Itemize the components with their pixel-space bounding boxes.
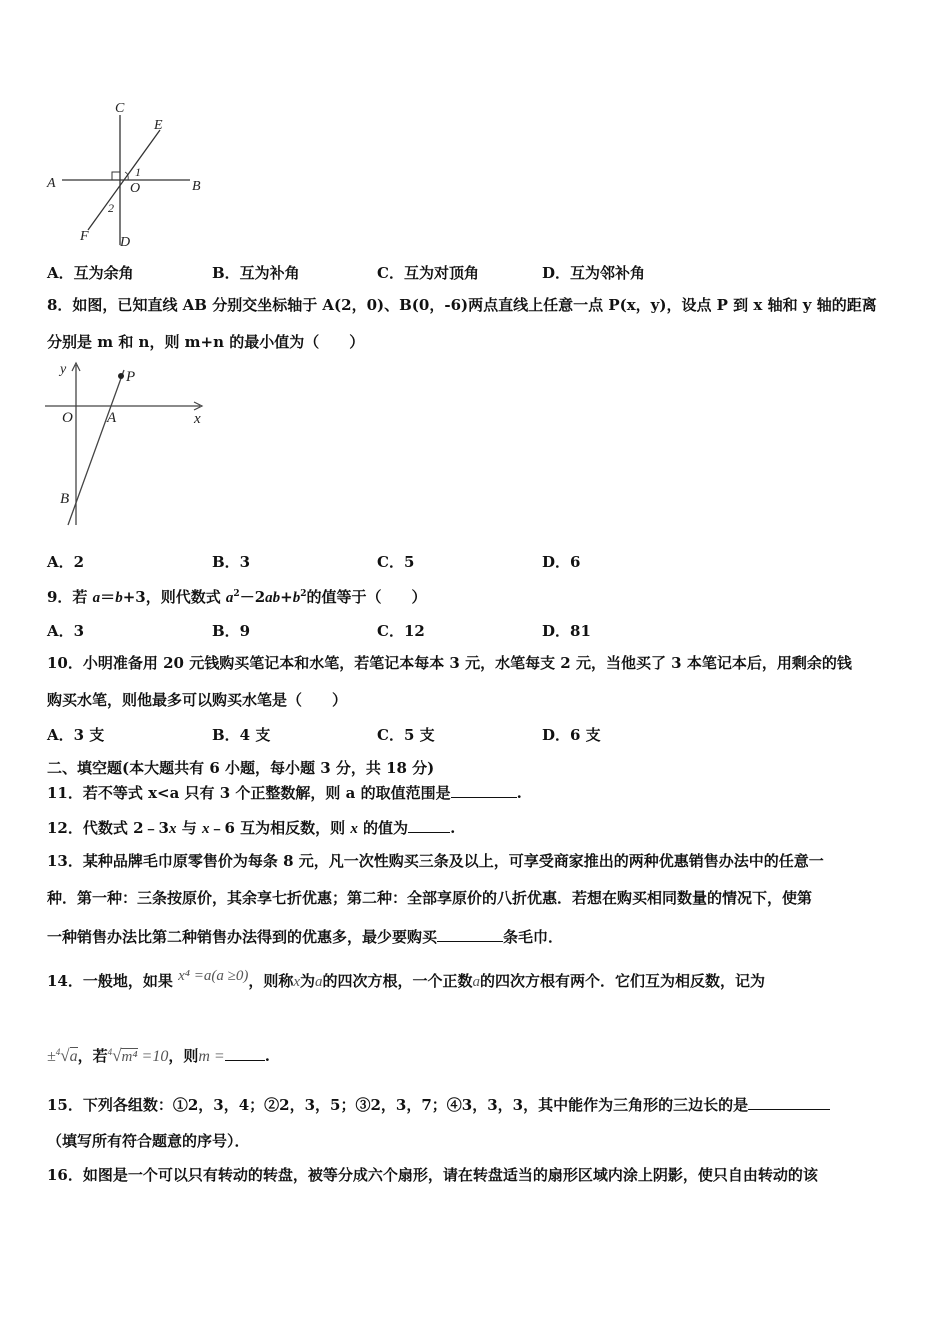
q13-line2: 种．第一种：三条按原价，其余享七折优惠；第二种：全部享原价的八折优惠．若想在购买相同数量的情况下，使第 bbox=[47, 889, 813, 907]
q11-question bbox=[47, 782, 522, 803]
label-1: 1 bbox=[135, 165, 141, 179]
q14-part-f: ，若 bbox=[77, 1047, 108, 1065]
q9-option-b: B．9 bbox=[212, 622, 251, 640]
section-title-fill-blank: 二、填空题(本大题共有 6 小题，每小题 3 分，共 18 分) bbox=[47, 759, 435, 777]
q9-var-b: b bbox=[115, 590, 123, 606]
q14-part-g: ，则 bbox=[168, 1047, 199, 1065]
q13-line3b: 条毛巾． bbox=[503, 928, 564, 946]
q9-option-c: C．12 bbox=[377, 622, 425, 640]
label-P: P bbox=[126, 369, 136, 385]
label-B: B bbox=[192, 179, 201, 194]
q14-radicand2: m⁴ bbox=[121, 1049, 138, 1065]
q9-exp1: 2 bbox=[233, 589, 240, 599]
q11-answer-blank[interactable] bbox=[451, 782, 517, 798]
q14-end: . bbox=[264, 1047, 270, 1065]
q12-part-a: 12．代数式 2﹣3 bbox=[47, 819, 169, 837]
q14-line2 bbox=[47, 1042, 270, 1067]
q14-part-b: ，则称 bbox=[248, 972, 294, 990]
q8-option-a: A．2 bbox=[47, 553, 85, 571]
label-x: x bbox=[194, 411, 201, 427]
q9-option-a: A．3 bbox=[47, 622, 85, 640]
q7-option-a: A．互为余角 bbox=[47, 264, 134, 282]
label-2: 2 bbox=[108, 201, 114, 215]
label-y: y bbox=[60, 362, 67, 377]
q11-end: . bbox=[516, 784, 522, 802]
q10-line1: 10．小明准备用 20 元钱购买笔记本和水笔，若笔记本每本 3 元，水笔每支 2 元，当他买了 3 本笔记本后，用剩余的钱 bbox=[47, 654, 852, 672]
q14-root-index2: 4 bbox=[107, 1047, 113, 1057]
q8-line2: 分别是 m 和 n，则 m+n 的最小值为（ ） bbox=[47, 333, 365, 351]
label-A: A bbox=[47, 176, 56, 191]
q9-eq: ＝ bbox=[100, 588, 116, 606]
q14-eq10: =10 bbox=[137, 1048, 169, 1065]
q12-x3: x bbox=[350, 821, 358, 837]
q9-mid: +3，则代数式 bbox=[122, 588, 226, 606]
label-E: E bbox=[154, 118, 163, 133]
q12-x2: x bbox=[201, 821, 210, 837]
q16-line1: 16．如图是一个可以只有转动的转盘，被等分成六个扇形，请在转盘适当的扇形区域内涂上阴影，使只自由转动的该 bbox=[47, 1166, 818, 1184]
label-C: C bbox=[115, 101, 125, 116]
radical-sign-icon: √ bbox=[60, 1046, 70, 1065]
q12-part-b: 与 bbox=[176, 819, 202, 837]
label-D: D bbox=[120, 235, 131, 250]
q7-option-d: D．互为邻补角 bbox=[542, 264, 646, 282]
q10-option-c: C．5 支 bbox=[377, 726, 435, 744]
q14-var-x: x bbox=[293, 974, 301, 990]
q15-line2: （填写所有符合题意的序号）． bbox=[47, 1132, 250, 1150]
q8-option-b: B．3 bbox=[212, 553, 251, 571]
q14-var-a2: a bbox=[472, 974, 481, 990]
q8-option-d: D．6 bbox=[542, 553, 581, 571]
q13-answer-blank[interactable] bbox=[437, 926, 503, 942]
q12-part-c: ﹣6 互为相反数，则 bbox=[209, 819, 351, 837]
right-angle-mark bbox=[112, 172, 120, 180]
q10-line2: 购买水笔，则他最多可以购买水笔是（ ） bbox=[47, 691, 348, 709]
q9-option-d: D．81 bbox=[542, 622, 591, 640]
q10-option-b: B．4 支 bbox=[212, 726, 271, 744]
q9-suffix: 的值等于（ ） bbox=[306, 588, 427, 606]
q12-part-d: 的值为 bbox=[357, 819, 409, 837]
q14-part-a: 14．一般地，如果 bbox=[47, 972, 173, 990]
q14-part-e: 的四次方根有两个．它们互为相反数，记为 bbox=[480, 972, 766, 990]
q9-term-a: a bbox=[225, 590, 234, 606]
q10-option-a: A．3 支 bbox=[47, 726, 105, 744]
q13-line1: 13．某种品牌毛巾原零售价为每条 8 元，凡一次性购买三条及以上，可享受商家推出的两种优惠销售办法中的任意一 bbox=[47, 852, 824, 870]
q15-text: 15．下列各组数：①2，3，4；②2，3，5；③2，3，7；④3，3，3，其中能作为三角形的三边长的是 bbox=[47, 1096, 749, 1114]
q9-var-a: a bbox=[92, 590, 101, 606]
q14-radicand: a bbox=[69, 1048, 78, 1065]
q14-var-a: a bbox=[315, 974, 323, 990]
q13-line3a: 一种销售办法比第二种销售办法得到的优惠多，最少要购买 bbox=[47, 928, 438, 946]
q8-option-c: C．5 bbox=[377, 553, 415, 571]
q9-minus: －2 bbox=[239, 588, 266, 606]
q9-term-ab: ab bbox=[265, 590, 281, 606]
label-B: B bbox=[60, 491, 70, 507]
point-p bbox=[118, 373, 124, 379]
q14-part-d: 的四次方根，一个正数 bbox=[322, 972, 473, 990]
q14-formula: x⁴ =a(a ≥0) bbox=[178, 968, 249, 984]
q14-plus-minus: ± bbox=[47, 1048, 56, 1065]
q11-text: 11．若不等式 x<a 只有 3 个正整数解，则 a 的取值范围是 bbox=[47, 784, 451, 802]
q9-term-b: b bbox=[292, 590, 301, 606]
q13-line3 bbox=[47, 926, 563, 947]
q12-answer-blank[interactable] bbox=[408, 817, 450, 833]
q14-var-m: m = bbox=[198, 1048, 225, 1065]
figure-q7-angles bbox=[40, 95, 220, 255]
q14-root-index: 4 bbox=[55, 1047, 61, 1057]
q7-option-c: C．互为对顶角 bbox=[377, 264, 479, 282]
q7-option-b: B．互为补角 bbox=[212, 264, 300, 282]
q12-end: . bbox=[450, 819, 456, 837]
q8-line1: 8．如图，已知直线 AB 分别交坐标轴于 A(2，0)、B(0，-6)两点直线上任意一点 P(x，y)，设点 P 到 x 轴和 y 轴的距离 bbox=[47, 296, 877, 314]
label-O: O bbox=[130, 181, 141, 196]
q15-line1 bbox=[47, 1094, 830, 1115]
q12-question bbox=[47, 817, 455, 839]
q9-exp2: 2 bbox=[300, 589, 307, 599]
q12-x1: x bbox=[168, 821, 177, 837]
q14-line1 bbox=[47, 968, 766, 992]
q9-question bbox=[47, 584, 426, 608]
q9-plus: + bbox=[280, 588, 293, 606]
q15-answer-blank[interactable] bbox=[748, 1094, 830, 1110]
q9-prefix: 9．若 bbox=[47, 588, 93, 606]
label-O: O bbox=[62, 410, 73, 426]
figure-q8-axes bbox=[40, 355, 220, 535]
q14-part-c: 为 bbox=[300, 972, 316, 990]
label-A: A bbox=[107, 410, 117, 426]
radical-sign-icon-2: √ bbox=[112, 1046, 122, 1065]
q14-answer-blank[interactable] bbox=[225, 1045, 265, 1061]
label-F: F bbox=[80, 229, 89, 244]
q10-option-d: D．6 支 bbox=[542, 726, 601, 744]
